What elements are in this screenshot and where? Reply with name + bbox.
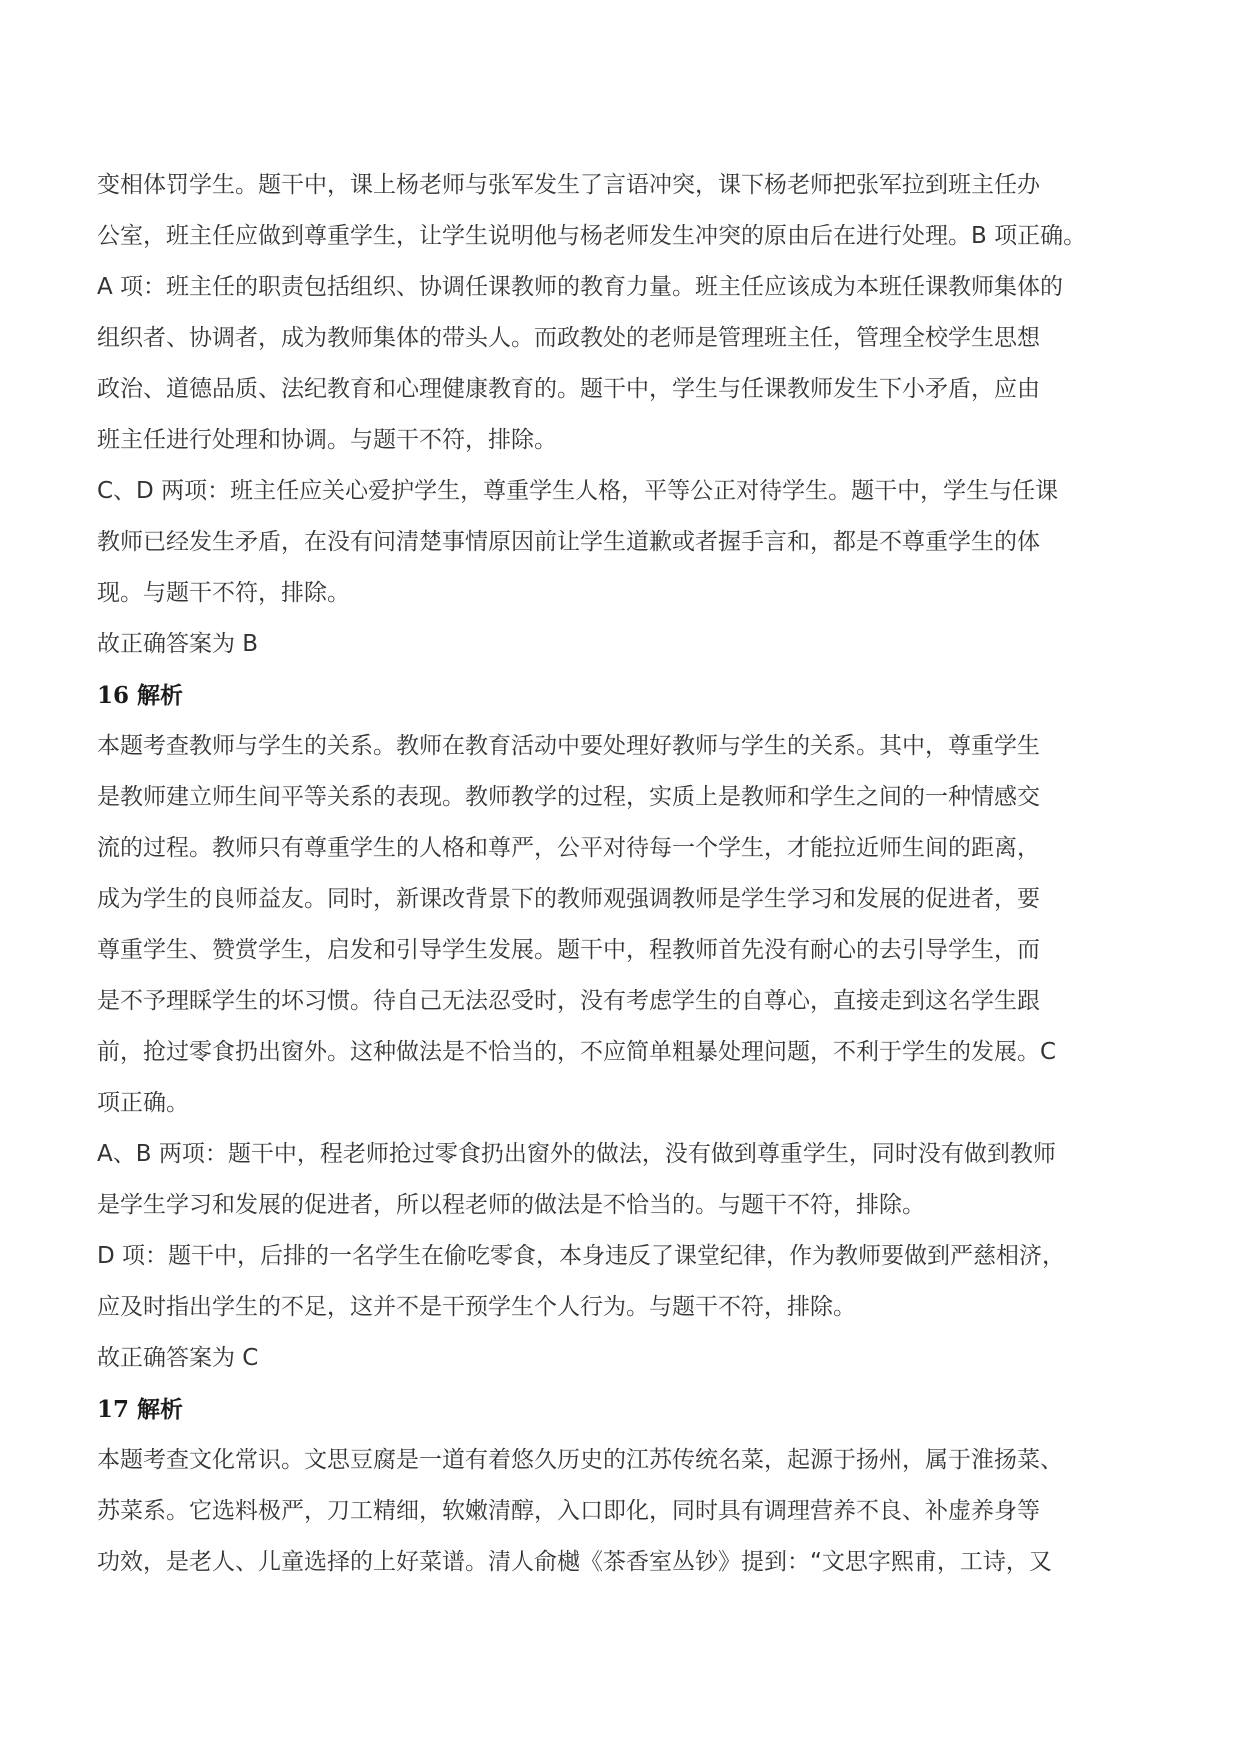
text-line: 教师已经发生矛盾，在没有问清楚事情原因前让学生道歉或者握手言和，都是不尊重学生的体 <box>97 529 1040 555</box>
section-heading: 16 解析 <box>97 682 184 709</box>
text-line: 功效，是老人、儿童选择的上好菜谱。清人俞樾《茶香室丛钞》提到：“文思字熙甫，工诗，又 <box>97 1549 1052 1575</box>
section-heading: 17 解析 <box>97 1396 184 1423</box>
text-line: 是教师建立师生间平等关系的表现。教师教学的过程，实质上是教师和学生之间的一种情感交 <box>97 784 1040 810</box>
text-line: 组织者、协调者，成为教师集体的带头人。而政教处的老师是管理班主任，管理全校学生思想 <box>97 325 1040 351</box>
text-line: 故正确答案为 C <box>97 1345 259 1371</box>
text-line: D 项：题干中，后排的一名学生在偷吃零食，本身违反了课堂纪律，作为教师要做到严慈相济， <box>97 1243 1066 1269</box>
document-page <box>97 160 1177 1588</box>
text-line: A 项：班主任的职责包括组织、协调任课教师的教育力量。班主任应该成为本班任课教师集体的 <box>97 274 1064 300</box>
text-line: 本题考查文化常识。文思豆腐是一道有着悠久历史的江苏传统名菜，起源于扬州，属于淮扬菜、 <box>97 1447 1063 1473</box>
text-line: 本题考查教师与学生的关系。教师在教育活动中要处理好教师与学生的关系。其中，尊重学生 <box>97 733 1040 759</box>
text-line: 流的过程。教师只有尊重学生的人格和尊严，公平对待每一个学生，才能拉近师生间的距离， <box>97 835 1040 861</box>
text-line: 变相体罚学生。题干中，课上杨老师与张军发生了言语冲突，课下杨老师把张军拉到班主任办 <box>97 172 1040 198</box>
text-line: 成为学生的良师益友。同时，新课改背景下的教师观强调教师是学生学习和发展的促进者，要 <box>97 886 1040 912</box>
text-line: 班主任进行处理和协调。与题干不符，排除。 <box>97 427 557 453</box>
text-line: 政治、道德品质、法纪教育和心理健康教育的。题干中，学生与任课教师发生下小矛盾，应由 <box>97 376 1040 402</box>
text-line: 应及时指出学生的不足，这并不是干预学生个人行为。与题干不符，排除。 <box>97 1294 856 1320</box>
text-line: 故正确答案为 B <box>97 631 259 657</box>
text-line: 现。与题干不符，排除。 <box>97 580 350 606</box>
text-line: 项正确。 <box>97 1090 189 1116</box>
text-line: 是学生学习和发展的促进者，所以程老师的做法是不恰当的。与题干不符，排除。 <box>97 1192 925 1218</box>
text-line: 尊重学生、赞赏学生，启发和引导学生发展。题干中，程教师首先没有耐心的去引导学生，而 <box>97 937 1040 963</box>
text-line: 公室，班主任应做到尊重学生，让学生说明他与杨老师发生冲突的原由后在进行处理。B 项正确。 <box>97 223 1087 249</box>
text-line: C、D 两项：班主任应关心爱护学生，尊重学生人格，平等公正对待学生。题干中，学生与任课 <box>97 478 1059 504</box>
text-line: A、B 两项：题干中，程老师抢过零食扔出窗外的做法，没有做到尊重学生，同时没有做到教师 <box>97 1141 1056 1167</box>
text-line: 是不予理睬学生的坏习惯。待自己无法忍受时，没有考虑学生的自尊心，直接走到这名学生跟 <box>97 988 1040 1014</box>
text-line: 苏菜系。它选料极严，刀工精细，软嫩清醇，入口即化，同时具有调理营养不良、补虚养身等 <box>97 1498 1040 1524</box>
text-line: 前，抢过零食扔出窗外。这种做法是不恰当的，不应简单粗暴处理问题，不利于学生的发展。C <box>97 1039 1057 1065</box>
